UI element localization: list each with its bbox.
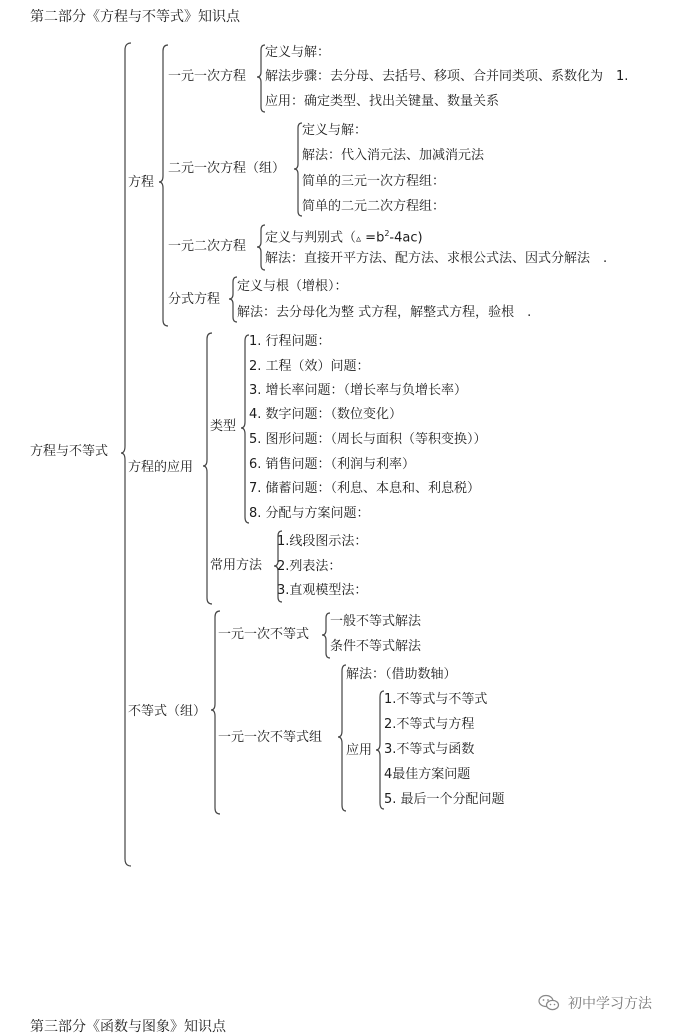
watermark-text: 初中学习方法: [568, 996, 652, 1012]
fractional-equation-node: 分式方程: [168, 292, 221, 307]
type-item: 5. 图形问题：（周长与面积（等积变换））: [249, 432, 487, 447]
single-inequality-item: 一般不等式解法: [330, 614, 422, 629]
system-item: 简单的二元二次方程组：: [302, 199, 446, 214]
method-item: 1.线段图示法：: [277, 534, 368, 549]
fractional-item: 解法：去分母化为整 式方程，解整式方程，验根 .: [237, 305, 532, 320]
inequalities-node: 不等式（组）: [128, 704, 207, 719]
fractional-item: 定义与根（增根）：: [237, 279, 348, 294]
single-inequality-node: 一元一次不等式: [218, 627, 310, 642]
methods-node: 常用方法: [210, 558, 263, 573]
inequality-group-bracket: [337, 664, 349, 814]
linear-item: 应用：确定类型、找出关键量、数量关系: [265, 94, 500, 109]
page-title: 第二部分《方程与不等式》知识点: [30, 9, 240, 25]
single-inequality-item: 条件不等式解法: [330, 639, 422, 654]
inequality-apply-item: 3.不等式与函数: [384, 742, 475, 757]
inequality-apply-item: 5. 最后一个分配问题: [384, 792, 505, 807]
type-item: 7. 储蓄问题：（利息、本息和、利息税）: [249, 481, 481, 496]
root-bracket: [120, 42, 136, 868]
type-item: 4. 数字问题：（数位变化）: [249, 407, 403, 422]
wechat-icon: [538, 994, 560, 1012]
type-item: 1. 行程问题：: [249, 334, 331, 349]
type-item: 6. 销售问题：（利润与利率）: [249, 457, 416, 472]
system-item: 定义与解：: [302, 123, 368, 138]
system-item: 简单的三元一次方程组：: [302, 174, 446, 189]
quadratic-equation-node: 一元二次方程: [168, 239, 247, 254]
next-section-title: 第三部分《函数与图象》知识点: [30, 1019, 226, 1035]
equations-bracket: [158, 44, 172, 328]
inequality-apply-node: 应用: [346, 743, 373, 758]
system-equation-node: 二元一次方程（组）: [168, 161, 286, 176]
equations-node: 方程: [128, 175, 155, 190]
quadratic-definition: 定义与判别式（▵ $=b^2-4ac$): [265, 229, 423, 246]
linear-item: 解法步骤：去分母、去括号、移项、合并同类项、系数化为 1.: [265, 69, 629, 84]
inequality-apply-item: 1.不等式与不等式: [384, 692, 488, 707]
method-item: 2.列表法：: [277, 559, 342, 574]
type-item: 3. 增长率问题：（增长率与负增长率）: [249, 383, 468, 398]
type-item: 8. 分配与方案问题：: [249, 506, 370, 521]
type-item: 2. 工程（效）问题：: [249, 359, 370, 374]
root-node: 方程与不等式: [30, 444, 109, 459]
watermark: [538, 993, 652, 1013]
application-node: 方程的应用: [128, 460, 194, 475]
types-node: 类型: [210, 419, 237, 434]
inequality-group-solve: 解法：（借助数轴）: [346, 667, 457, 682]
quadratic-solve: 解法：直接开平方法、配方法、求根公式法、因式分解法 .: [265, 251, 608, 266]
inequality-apply-item: 4最佳方案问题: [384, 767, 471, 782]
linear-equation-node: 一元一次方程: [168, 69, 247, 84]
delta-symbol: ▵: [356, 233, 362, 245]
method-item: 3.直观模型法：: [277, 583, 368, 598]
system-item: 解法：代入消元法、加减消元法: [302, 148, 485, 163]
inequality-apply-item: 2.不等式与方程: [384, 717, 475, 732]
inequality-group-node: 一元一次不等式组: [218, 730, 323, 745]
linear-item: 定义与解：: [265, 45, 331, 60]
